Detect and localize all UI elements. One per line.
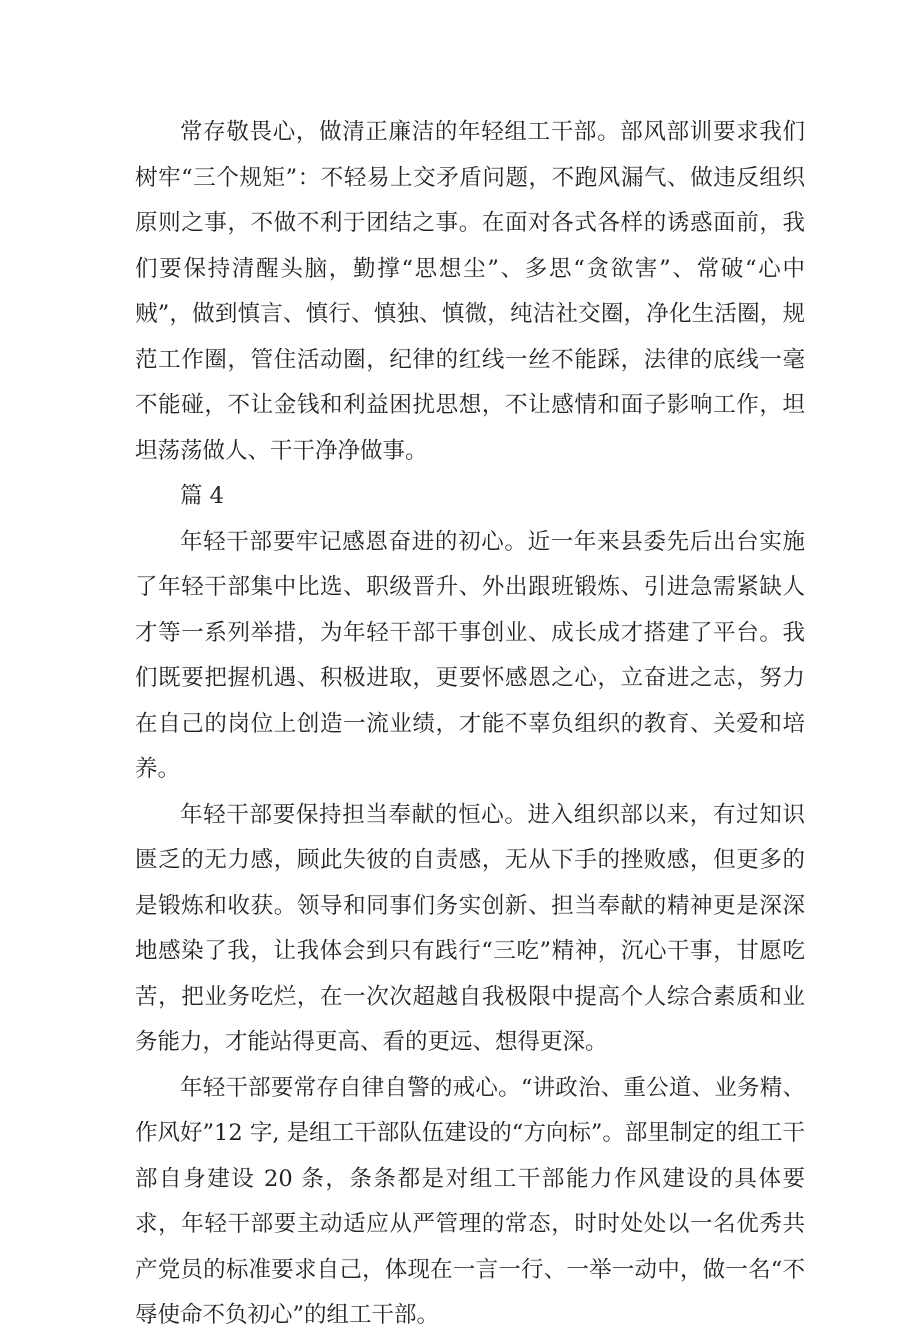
document-body [135,110,805,1339]
paragraph-dedication: 年轻干部要保持担当奉献的恒心。进入组织部以来，有过知识匮乏的无力感，顾此失彼的自责感，无从下手的挫败感，但更多的是锻炼和收获。领导和同事们务实创新、担当奉献的精神更是深深地感染了我，让我体会到只有践行“三吃”精神，沉心干事，甘愿吃苦，把业务吃烂，在一次次超越自我极限中提高个人综合素质和业务能力，才能站得更高、看的更远、想得更深。 [135,801,805,1055]
paragraph-gratitude: 年轻干部要牢记感恩奋进的初心。近一年来县委先后出台实施了年轻干部集中比选、职级晋升、外出跟班锻炼、引进急需紧缺人才等一系列举措，为年轻干部干事创业、成长成才搭建了平台。我们既要把握机遇、积极进取，更要怀感恩之心，立奋进之志，努力在自己的岗位上创造一流业绩，才能不辜负组织的教育、关爱和培养。 [135,528,805,782]
paragraph-self-discipline: 年轻干部要常存自律自警的戒心。“讲政治、重公道、业务精、作风好”12 字, 是组工干部队伍建设的“方向标”。部里制定的组工干部自身建设 20 条，条条都是对组工干部能力作风建设的具体要求，年轻干部要主动适应从严管理的常态，时时处处以一名优秀共产党员的标准要求自己，体现在一言一行、一举一动中，做一名“不辱使命不负初心”的组工干部。 [135,1074,805,1328]
paragraph-integrity: 常存敬畏心，做清正廉洁的年轻组工干部。部风部训要求我们树牢“三个规矩”：不轻易上交矛盾问题，不跑风漏气、做违反组织原则之事，不做不利于团结之事。在面对各式各样的诱惑面前，我们要保持清醒头脑，勤撑“思想尘”、多思“贪欲害”、常破“心中贼”，做到慎言、慎行、慎独、慎微，纯洁社交圈，净化生活圈，规范工作圈，管住活动圈，纪律的红线一丝不能踩，法律的底线一毫不能碰，不让金钱和利益困扰思想，不让感情和面子影响工作，坦坦荡荡做人、干干净净做事。 [135,119,805,464]
section-heading: 篇 4 [180,483,224,509]
